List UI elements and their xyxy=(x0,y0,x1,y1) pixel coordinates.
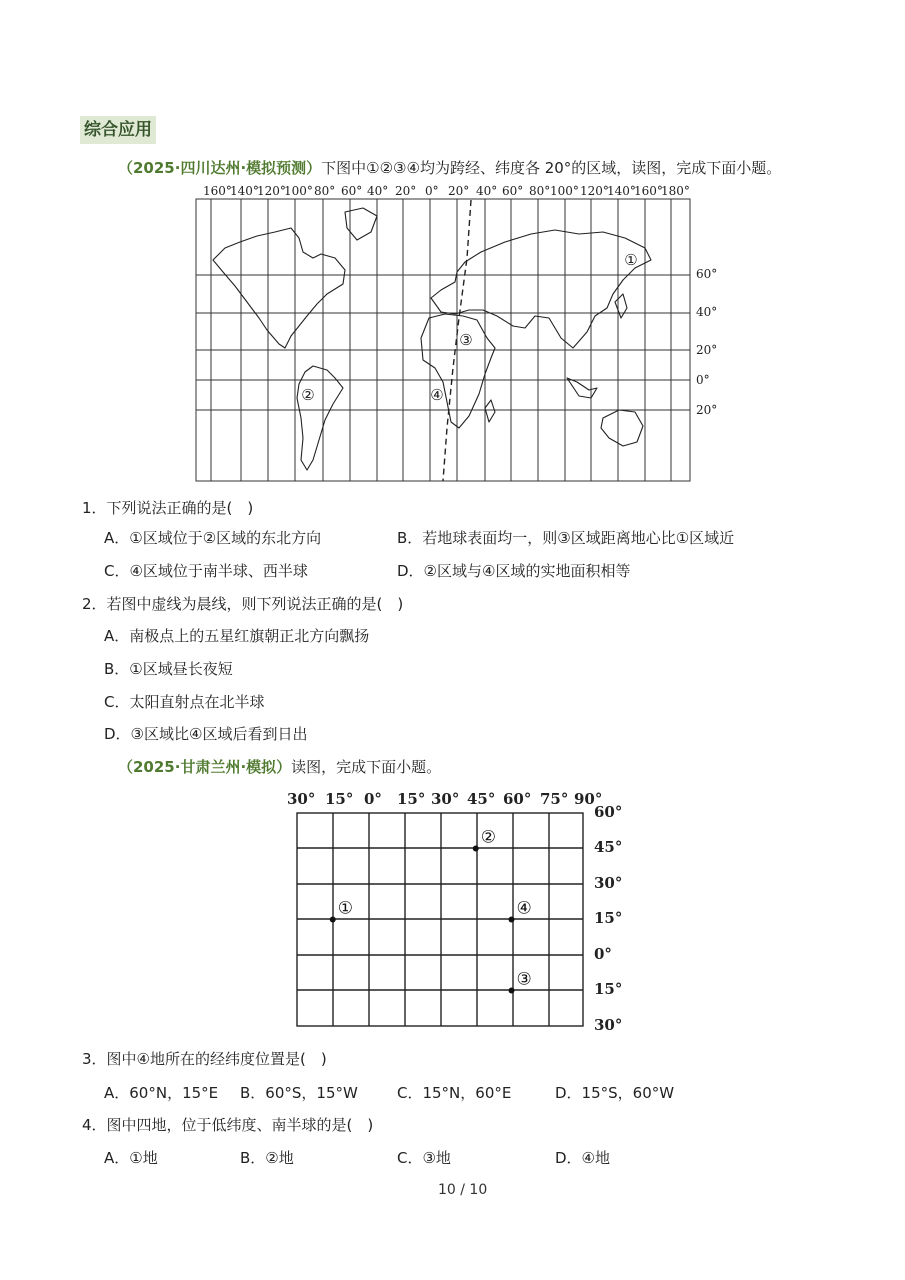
grid-lat-label: 45° xyxy=(594,838,623,856)
map-lon-label: 180° xyxy=(661,184,690,198)
grid-lines xyxy=(297,813,583,1026)
grid-point-label-3: ③ xyxy=(516,969,532,990)
region-label-4: ④ xyxy=(430,386,444,404)
map-lon-label: 20° xyxy=(448,184,470,198)
map-lon-label: 160° xyxy=(634,184,663,198)
map-continents xyxy=(213,208,651,470)
grid-lat-label: 0° xyxy=(594,945,612,963)
map-lon-label: 20° xyxy=(395,184,417,198)
question-3-option-c[interactable]: C．15°N，60°E xyxy=(397,1084,512,1102)
grid-lon-label: 60° xyxy=(503,790,532,808)
grid-point-4 xyxy=(509,917,515,923)
grid-lon-label: 45° xyxy=(467,790,496,808)
question-2-option-a[interactable]: A．南极点上的五星红旗朝正北方向飘扬 xyxy=(104,627,370,645)
map-lat-label: 40° xyxy=(696,305,718,319)
question-2-option-c[interactable]: C．太阳直射点在北半球 xyxy=(104,693,265,711)
grid-points xyxy=(330,828,532,994)
grid-lon-label: 30° xyxy=(287,790,316,808)
question-1-option-d[interactable]: D．②区域与④区域的实地面积相等 xyxy=(397,562,631,580)
map-lat-label: 60° xyxy=(696,267,718,281)
grid-lat-label: 15° xyxy=(594,909,623,927)
map-lat-label: 0° xyxy=(696,373,710,387)
map-lon-label: 160° xyxy=(203,184,232,198)
grid-point-1 xyxy=(330,917,336,923)
map-lon-label: 60° xyxy=(341,184,363,198)
grid-lat-label: 15° xyxy=(594,980,623,998)
grid-lon-label: 0° xyxy=(364,790,382,808)
region-label-1: ① xyxy=(624,251,638,269)
grid-lon-label: 30° xyxy=(431,790,460,808)
question-1-option-b[interactable]: B．若地球表面均一，则③区域距离地心比①区域近 xyxy=(397,529,735,547)
map-lon-label: 120° xyxy=(580,184,609,198)
grid-lat-label: 30° xyxy=(594,874,623,892)
question-1-option-a[interactable]: A．①区域位于②区域的东北方向 xyxy=(104,529,322,547)
map-lon-label: 140° xyxy=(607,184,636,198)
group2-intro-line xyxy=(118,757,441,777)
map-lon-label: 0° xyxy=(425,184,439,198)
group1-intro-line xyxy=(118,158,781,178)
map-lon-label: 40° xyxy=(367,184,389,198)
section-title: 综合应用 xyxy=(80,116,156,144)
grid-point-label-1: ① xyxy=(337,898,353,919)
question-4-option-a[interactable]: A．①地 xyxy=(104,1149,158,1167)
question-2-option-d[interactable]: D．③区域比④区域后看到日出 xyxy=(104,725,308,743)
question-1-stem: 1．下列说法正确的是( ) xyxy=(82,499,254,517)
grid-lon-label: 90° xyxy=(574,790,603,808)
map-graticule xyxy=(196,199,690,481)
group1-source: （2025·四川达州·模拟预测） xyxy=(118,159,322,177)
grid-lat-label: 30° xyxy=(594,1016,623,1034)
map-lat-label: 20° xyxy=(696,343,718,357)
latlon-grid xyxy=(290,806,590,1032)
grid-point-3 xyxy=(509,988,515,994)
map-lon-label: 40° xyxy=(476,184,498,198)
question-3-option-d[interactable]: D．15°S，60°W xyxy=(555,1084,675,1102)
question-4-option-d[interactable]: D．④地 xyxy=(555,1149,610,1167)
grid-point-2 xyxy=(473,846,479,852)
question-4-option-b[interactable]: B．②地 xyxy=(240,1149,294,1167)
grid-lon-label: 75° xyxy=(540,790,569,808)
question-4-stem: 4．图中四地，位于低纬度、南半球的是( ) xyxy=(82,1116,374,1134)
map-lon-label: 100° xyxy=(284,184,313,198)
map-lon-label: 80° xyxy=(529,184,551,198)
map-lon-label: 120° xyxy=(257,184,286,198)
question-3-stem: 3．图中④地所在的经纬度位置是( ) xyxy=(82,1050,327,1068)
question-3-option-a[interactable]: A．60°N，15°E xyxy=(104,1084,219,1102)
page-number: 10 / 10 xyxy=(438,1182,488,1198)
question-1-option-c[interactable]: C．④区域位于南半球、西半球 xyxy=(104,562,308,580)
region-label-2: ② xyxy=(301,386,315,404)
map-region-labels xyxy=(301,251,637,404)
grid-lat-label: 60° xyxy=(594,803,623,821)
map-lon-label: 80° xyxy=(314,184,336,198)
map-lon-label: 140° xyxy=(230,184,259,198)
region-label-3: ③ xyxy=(459,331,473,349)
question-4-option-c[interactable]: C．③地 xyxy=(397,1149,451,1167)
map-lon-label: 100° xyxy=(550,184,579,198)
world-map xyxy=(195,198,695,482)
map-lat-label: 20° xyxy=(696,403,718,417)
question-3-option-b[interactable]: B．60°S，15°W xyxy=(240,1084,358,1102)
grid-lon-label: 15° xyxy=(397,790,426,808)
grid-lon-label: 15° xyxy=(325,790,354,808)
grid-point-label-4: ④ xyxy=(516,898,532,919)
map-lon-label: 60° xyxy=(502,184,524,198)
group1-intro: 下图中①②③④均为跨经、纬度各 20°的区域，读图，完成下面小题。 xyxy=(321,159,782,177)
question-2-option-b[interactable]: B．①区域昼长夜短 xyxy=(104,660,233,678)
grid-point-label-2: ② xyxy=(480,827,496,848)
group2-source: （2025·甘肃兰州·模拟） xyxy=(118,758,292,776)
group2-intro: 读图，完成下面小题。 xyxy=(291,758,442,776)
question-2-stem: 2．若图中虚线为晨线，则下列说法正确的是( ) xyxy=(82,595,404,613)
